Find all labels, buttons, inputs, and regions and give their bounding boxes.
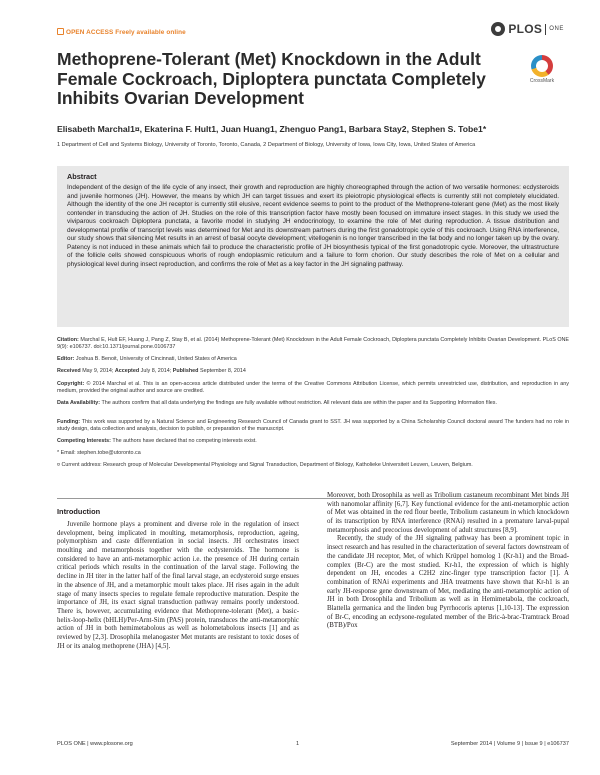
abstract-box (57, 166, 569, 327)
intro-paragraph: Recently, the study of the JH signaling pathway has been a prominent topic in insect research and has resulted in the characterization of several factors downstream of the candidate JH receptor, Met, of which Krüppel homolog 1 (Kr-h1) and the Broad-complex (Br-C) are the most studied. Kr-h1, the expression of which is highly dependent on JH, encodes a C2H2 zinc-finger type transcription factor [1]. A combination of RNAi experiments and JHA treatments have shown that Kr-h1 is an early JH-response gene downstream of Met, mediating the anti-metamorphic action of JH in both Drosophila and Tribolium as well as in Hemimetabola, the cockroach, Blattella germanica and the linden bug Pyrrhocoris apterus [1,10-13]. The expression of Br-C, encoding an ecdysone-regulated member of the Bric-à-brac-Tramtrack Broad (BTB)/Pox (327, 535, 569, 630)
email[interactable]: * Email: stephen.tobe@utoronto.ca (57, 450, 141, 456)
article-title: Methoprene-Tolerant (Met) Knockdown in the Adult Female Cockroach, Diploptera punctata Completely Inhibits Ovarian Development (57, 49, 486, 108)
affiliations: 1 Department of Cell and Systems Biology, University of Toronto, Toronto, Canada, 2 Department of Biology, University of Iowa, Iowa City, Iowa, United States of America (57, 142, 476, 148)
copyright-label: Copyright: (57, 381, 85, 387)
copyright-text: © 2014 Marchal et al. This is an open-access article distributed under the terms of the Creative Commons Attribution License, which permits unrestricted use, distribution, and reproduction in any medium, provided the original author and source are credited. (57, 381, 569, 395)
crossmark-badge[interactable] (524, 55, 560, 84)
data-availability (57, 400, 569, 407)
data-availability-label: Data Availability: (57, 400, 101, 406)
page-number: 1 (296, 741, 300, 747)
logo-divider (545, 24, 546, 35)
abstract-heading: Abstract (67, 172, 97, 181)
current-address: ¤ Current address: Research group of Molecular Developmental Physiology and Signal Transduction, Department of Biology, Katholieke Universiteit Leuven, Leuven, Belgium. (57, 462, 473, 468)
plos-logo-icon (491, 22, 505, 36)
funding-text: This work was supported by a Natural Science and Engineering Research Council of Canada grant to SST. JH was supported by a China Scholarship Council doctoral award The funders had no role in study design, data collection and analysis, decision to publish, or preparation of the manuscript. (57, 419, 570, 433)
dates (57, 368, 569, 375)
open-lock-icon (57, 28, 64, 35)
crossmark-icon (531, 55, 553, 77)
copyright (57, 381, 569, 395)
published-date: September 8, 2014 (199, 368, 246, 374)
author-list: Elisabeth Marchal1¤, Ekaterina F. Hult1, Juan Huang1, Zhenguo Pang1, Barbara Stay2, Stephen S. Tobe1* (57, 124, 487, 134)
intro-paragraph: Juvenile hormone plays a prominent and diverse role in the regulation of insect development, being implicated in moulting, metamorphosis, reproduction, ageing, polymorphism and caste differentiation in social insects. JH orchestrates insect moulting and metamorphosis together with the ecdysteroids. The hormone is considered to have an anti-metamorphic action i.e. the presence of JH during certain critical periods which results in the continuation of the larval stage. Following the decline in JH titer in the latter half of the final larval stage, an ecdysteroid surge ensues in the absence of JH, and a metamorphic moult takes place. JH rises again in the adult stage of many insects species to regulate female reproductive maturation. Despite the importance of JH, its exact signal transduction pathway remains poorly understood. There is, however, accumulating evidence that Methoprene-tolerant (Met), a basic-helix-loop-helix (bHLH)/Per-Arnt-Sim (PAS) protein, transduces the anti-metamorphic action of JH in both hemimetabolous as well as holometabolous insects [1] and as reviewed by [2,3]. Drosophila melanogaster Met mutants are resistant to toxic doses of JH or its analog methoprene (JHA) [4,5]. (57, 521, 299, 650)
accepted-label: Accepted (114, 368, 140, 374)
footer-journal[interactable]: PLOS ONE | www.plosone.org (57, 741, 133, 747)
accepted-date: July 8, 2014; (140, 368, 172, 374)
received-date: May 9, 2014; (82, 368, 114, 374)
open-access-text: OPEN ACCESS Freely available online (66, 29, 186, 36)
citation-label: Citation: (57, 337, 79, 343)
competing-text: The authors have declared that no competing interests exist. (112, 438, 257, 444)
footer-issue: September 2014 | Volume 9 | Issue 9 | e106737 (450, 741, 569, 747)
published-label: Published (172, 368, 199, 374)
intro-column-right (327, 492, 569, 631)
intro-heading: Introduction (57, 507, 101, 516)
editor-label: Editor: (57, 356, 75, 362)
intro-paragraph: Moreover, both Drosophila as well as Tribolium castaneum recombinant Met binds JH with nanomolar affinity [6,7]. Key functional evidence for the anti-metamorphic action of Met was obtained in the red flour beetle, Tribolium castaneum in which knockdown of its transcription by RNA interference (RNAi) resulted in a premature larval-pupal metamorphosis and precocious development of adult structures [8,9]. (327, 492, 569, 534)
crossmark-label: CrossMark (529, 78, 555, 84)
citation (57, 337, 569, 351)
funding-label: Funding: (57, 419, 81, 425)
journal-logo[interactable] (491, 22, 564, 36)
editor-text: Joshua B. Benoit, University of Cincinnati, United States of America (75, 356, 237, 362)
open-access-banner (57, 28, 186, 36)
abstract-text: Independent of the design of the life cycle of any insect, their growth and reproduction are highly choreographed through the action of two versatile hormones: ecdysteroids and juvenile hormones (JH). However, the means by which JH can target tissues and exert its pleiotropic physiological effects is currently still not completely elucidated. Although the identity of the one JH receptor is currently still elusive, recent evidence seems to point to the product of the Methoprene-tolerant gene (Met) as the most likely contender in transducing the action of JH. Studies on the role of this transcription factor have mostly been focused on immature insect stages. In this study we used the viviparous cockroach Diploptera punctata, a favorite model in studying JH endocrinology, to examine the role of Met during reproduction. A tissue distribution and developmental profile of transcript levels was determined for Met and its downstream partners during the first gonadotropic cycle of this cockroach. Using RNA interference, our study shows that silencing Met results in an arrest of basal oocyte development; vitellogenin is no longer transcribed in the fat body and no longer taken up by the ovary. Patency is not induced in these animals which fail to produce the characteristic profile of JH biosynthesis typical of the first gonadotropic cycle. Moreover, the ultrastructure of the follicle cells showed conspicuous whorls of rough endoplasmic reticulum and a failure to form chorion. Our study describes the role of Met on a cellular and physiological level during insect reproduction, and confirms the role of Met as a key factor in the JH signaling pathway. (67, 184, 559, 268)
editor (57, 356, 569, 363)
funding (57, 419, 569, 433)
received-label: Received (57, 368, 81, 374)
competing-interests (57, 438, 569, 445)
journal-logo-text: PLOS (508, 22, 543, 36)
data-availability-text: The authors confirm that all data underlying the findings are fully available without restriction. All relevant data are within the paper and its Supporting Information files. (101, 400, 497, 406)
citation-text: Marchal E, Hult EF, Huang J, Pang Z, Stay B, et al. (2014) Methoprene-Tolerant (Met) Knockdown in the Adult Female Cockroach, Diploptera punctata Completely Inhibits Ovarian Development. PLoS ONE 9(9): e106737. doi:10.1371/journal.pone.0106737 (57, 337, 570, 351)
competing-label: Competing Interests: (57, 438, 111, 444)
intro-column-left (57, 521, 299, 651)
journal-logo-sub: ONE (549, 26, 564, 32)
